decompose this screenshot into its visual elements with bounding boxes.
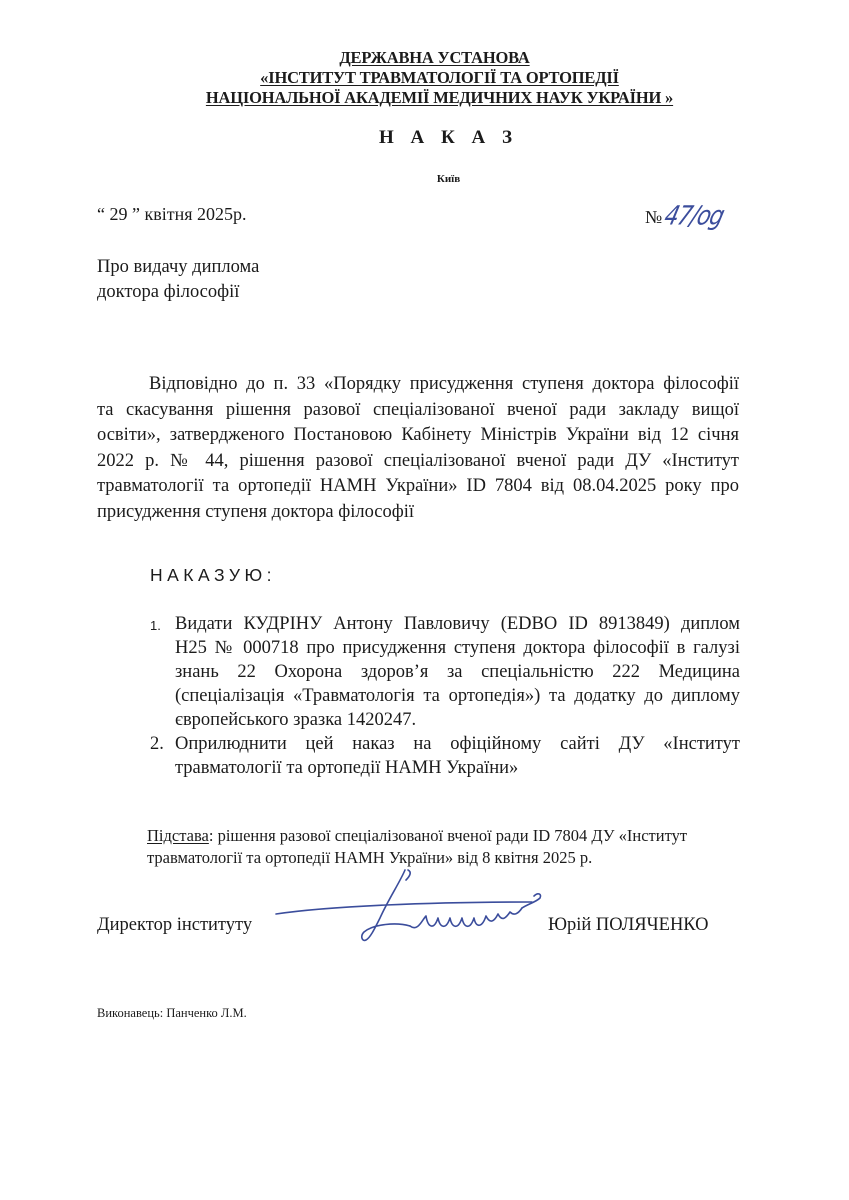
item-line: знань 22 Охорона здоров’я за спеціальністю 222 Медицина [175,662,740,682]
order-date: “ 29 ” квітня 2025р. [97,204,247,224]
header-line-2: «ІНСТИТУТ ТРАВМАТОЛОГІЇ ТА ОРТОПЕДІЇ [260,68,619,87]
order-word: НАКАЗУЮ: [150,565,277,585]
order-item-2 [150,732,740,780]
order-number-handwritten: 47/og [661,201,727,232]
header-line-1: ДЕРЖАВНА УСТАНОВА [339,48,530,67]
basis-label: Підстава [147,826,209,845]
basis-text: : рішення разової спеціалізованої вченої ради ID 7804 ДУ «Інститут [208,826,688,845]
preamble-line: Відповідно до п. 33 «Порядку присудження ступеня доктора філософії [149,374,739,394]
order-subject [97,255,259,305]
item-line: Оприлюднити цей наказ на офіційному сайті ДУ «Інститут [175,734,740,754]
signatory-position: Директор інституту [97,915,253,935]
order-items-list [150,612,740,780]
item-line: Видати КУДРІНУ Антону Павловичу (EDBO ID 8913849) диплом [175,614,740,634]
city: Київ [436,173,461,185]
item-marker: 1. [150,618,161,633]
document-title: Н А К А З [378,127,519,148]
item-line: європейського зразка 1420247. [175,710,417,730]
item-line: травматології та ортопедії НАМН України» [175,758,519,778]
subject-line-1: Про видачу диплома [97,257,260,277]
order-number-label: № [645,207,663,227]
preamble-line: та скасування рішення разової спеціалізованої вченої ради закладу вищої [97,399,739,420]
handwritten-signature [270,862,560,952]
header-line-3: НАЦІОНАЛЬНОЇ АКАДЕМІЇ МЕДИЧНИХ НАУК УКРАЇНИ » [205,88,674,107]
basis-text-line-2: травматології та ортопедії НАМН України» від 8 квітня 2025 р. [147,848,593,867]
item-marker: 2. [150,734,164,754]
preamble-line: травматології та ортопедії НАМН України» ID 7804 від 08.04.2025 року про [97,476,739,496]
order-item-1 [150,612,740,732]
signatory-name: Юрій ПОЛЯЧЕНКО [548,915,709,935]
executor-note: Виконавець: Панченко Л.М. [97,1006,247,1020]
preamble-paragraph [97,372,739,525]
subject-line-2: доктора філософії [97,282,240,302]
order-number [645,201,727,232]
preamble-line: 2022 р. № 44, рішення разової спеціалізованої вченої ради ДУ «Інститут [97,450,739,471]
preamble-line: присудження ступеня доктора філософії [97,501,415,522]
institution-header [0,48,849,108]
item-line: (спеціалізація «Травматологія та ортопедія») та додатку до диплому [175,686,740,706]
item-line: Н25 № 000718 про присудження ступеня доктора філософії в галузі [175,638,740,658]
preamble-line: освіти», затвердженого Постановою Кабінету Міністрів України від 12 січня [97,425,739,445]
